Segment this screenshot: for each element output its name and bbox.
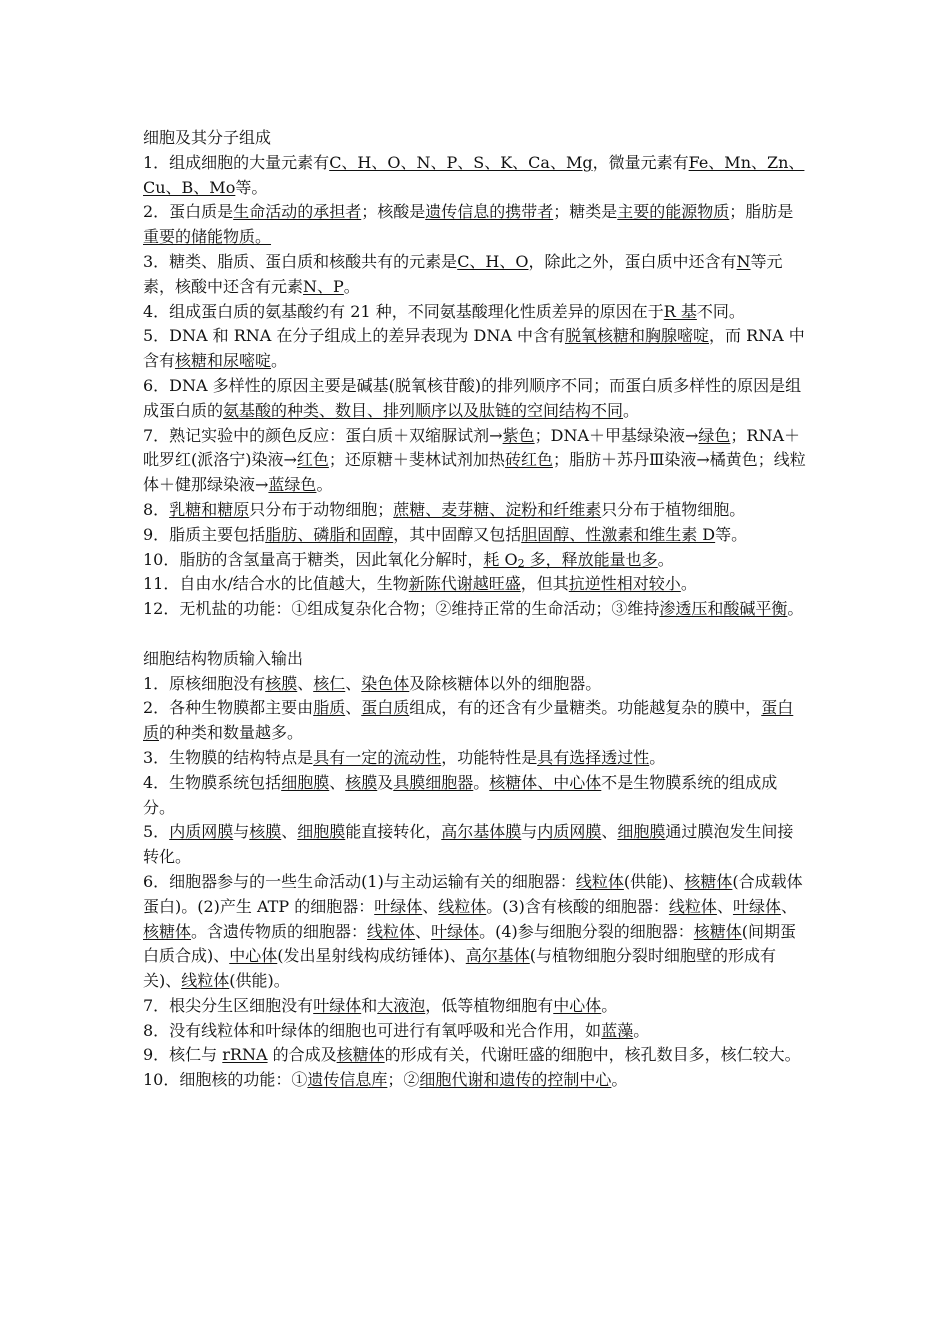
text-segment: 2．蛋白质是	[143, 202, 234, 222]
text-segment: 。	[611, 1070, 628, 1090]
underlined-answer: 染色体	[361, 673, 410, 693]
underlined-answer: 线粒体	[438, 896, 487, 916]
text-segment: 通过膜泡发生间接转化。	[143, 822, 794, 867]
text-segment: (发出星射线构成纺锤体)、	[277, 946, 466, 966]
text-segment: 组成，有的还含有少量糖类。功能越复杂的膜中，	[409, 698, 762, 718]
underlined-answer: 大液泡	[377, 995, 426, 1015]
text-segment: 。	[473, 772, 490, 792]
underlined-answer: 核糖体	[336, 1045, 385, 1065]
underlined-answer: 核糖体	[693, 921, 742, 941]
underlined-answer: 蔗糖、麦芽糖、淀粉和纤维素	[393, 499, 602, 519]
underlined-answer: 叶绿体	[732, 896, 781, 916]
text-segment: ；糖类是	[553, 202, 618, 222]
list-item	[143, 870, 807, 994]
list-item	[143, 672, 807, 697]
text-segment: 。	[271, 351, 288, 371]
list-item	[143, 994, 807, 1019]
underlined-answer: 中心体	[553, 995, 602, 1015]
underlined-answer: 红色	[296, 450, 329, 470]
underlined-answer: 叶绿体	[431, 921, 480, 941]
list-item	[143, 250, 807, 300]
list-item	[143, 820, 807, 870]
text-segment: ，低等植物细胞有	[425, 995, 554, 1015]
text-segment: (合成载体蛋白)。(2)产生 ATP 的细胞器：	[143, 871, 803, 916]
section-cell-molecular-composition	[143, 126, 807, 622]
document-page	[143, 126, 807, 1093]
text-segment: (间期蛋白质合成)、	[143, 921, 797, 966]
text-segment: 、	[716, 896, 733, 916]
text-segment: 8．	[143, 499, 170, 519]
underlined-answer: 氨基酸的种类、数目、排列顺序以及肽链的空间结构不同	[223, 400, 624, 420]
text-segment: 6．细胞器参与的一些生命活动(1)与主动运输有关的细胞器：	[143, 871, 576, 891]
item-list	[143, 672, 807, 1094]
text-segment: 。(3)含有核酸的细胞器：	[486, 896, 669, 916]
text-segment: 7．根尖分生区细胞没有	[143, 995, 314, 1015]
text-segment: 5．	[143, 822, 170, 842]
text-segment: ；②	[387, 1070, 420, 1090]
text-segment: ；还原糖＋斐林试剂加热	[328, 450, 505, 470]
text-segment: ，除此之外，蛋白质中还含有	[528, 251, 737, 271]
text-segment: 及	[377, 772, 394, 792]
text-segment: 11．自由水/结合水的比值越大，生物	[143, 574, 409, 594]
section-title: 细胞结构物质输入输出	[143, 648, 304, 668]
underlined-answer: 新陈代谢越旺盛	[408, 574, 521, 594]
text-segment: ，功能特性是	[441, 747, 538, 767]
text-segment: 2．各种生物膜都主要由	[143, 698, 314, 718]
list-item	[143, 200, 807, 250]
text-segment: 与	[233, 822, 250, 842]
text-segment: ；脂肪是	[729, 202, 794, 222]
list-item	[143, 374, 807, 424]
underlined-answer: 线粒体	[181, 971, 230, 991]
underlined-answer: 核糖和尿嘧啶	[175, 351, 272, 371]
underlined-answer: 脱氧核糖和胸腺嘧啶	[564, 326, 709, 346]
underlined-answer: 蓝绿色	[268, 475, 317, 495]
underlined-answer: 细胞代谢和遗传的控制中心	[419, 1070, 612, 1090]
underlined-answer: 耗 O	[483, 549, 518, 569]
list-item	[143, 548, 807, 573]
text-segment: 4．组成蛋白质的氨基酸约有 21 种，不同氨基酸理化性质差异的原因在于	[143, 301, 664, 321]
text-segment: 、	[297, 673, 314, 693]
list-item	[143, 424, 807, 498]
underlined-answer: 遗传信息库	[307, 1070, 388, 1090]
text-segment: ；核酸是	[361, 202, 426, 222]
text-segment: 。	[633, 1020, 650, 1040]
text-segment: ；DNA＋甲基绿染液→	[534, 425, 699, 445]
text-segment: 。	[601, 995, 618, 1015]
underlined-answer: 细胞膜	[281, 772, 330, 792]
list-item	[143, 300, 807, 325]
text-segment: 。	[657, 549, 674, 569]
subscript-text: 2	[517, 556, 525, 570]
text-segment: 。	[343, 276, 360, 296]
underlined-answer: 线粒体	[668, 896, 717, 916]
text-segment: 10．细胞核的功能：①	[143, 1070, 308, 1090]
text-segment: 。	[623, 400, 640, 420]
underlined-answer: R 基	[663, 301, 697, 321]
text-segment: ，而 RNA 中含有	[143, 326, 805, 371]
text-segment: 、	[601, 822, 618, 842]
text-segment: 能直接转化，	[345, 822, 442, 842]
text-segment: 只分布于植物细胞。	[601, 499, 746, 519]
text-segment: 3．生物膜的结构特点是	[143, 747, 314, 767]
text-segment: 、	[345, 673, 362, 693]
underlined-answer	[518, 550, 525, 569]
text-segment: 。	[649, 747, 666, 767]
text-segment: ，但其	[520, 574, 569, 594]
text-segment: 、	[780, 896, 797, 916]
underlined-answer: 核糖体	[143, 921, 192, 941]
underlined-answer: N	[736, 251, 751, 271]
underlined-answer: Fe、Mn、Zn、Cu、B、Mo	[143, 152, 805, 197]
underlined-answer: 多，释放能量也多	[524, 549, 658, 569]
text-segment: 、	[345, 698, 362, 718]
text-segment: 。(4)参与细胞分裂的细胞器：	[479, 921, 694, 941]
underlined-answer: 蓝藻	[601, 1020, 634, 1040]
text-segment: 与	[521, 822, 538, 842]
list-item	[143, 1068, 807, 1093]
text-segment: 5．DNA 和 RNA 在分子组成上的差异表现为 DNA 中含有	[143, 326, 565, 346]
text-segment: 4．生物膜系统包括	[143, 772, 282, 792]
underlined-answer: 抗逆性相对较小	[568, 574, 681, 594]
underlined-answer: N、P	[303, 276, 344, 296]
underlined-answer: 蛋白质	[143, 698, 794, 743]
underlined-answer: 叶绿体	[374, 896, 423, 916]
list-item	[143, 572, 807, 597]
underlined-answer: 砖红色	[504, 450, 553, 470]
text-segment: ；RNA＋吡罗红(派洛宁)染液→	[143, 425, 801, 470]
underlined-answer: 高尔基体膜	[441, 822, 522, 842]
list-item	[143, 498, 807, 523]
text-segment: 等元素，核酸中还含有元素	[143, 251, 783, 296]
text-segment: 8．没有线粒体和叶绿体的细胞也可进行有氧呼吸和光合作用，如	[143, 1020, 602, 1040]
list-item	[143, 324, 807, 374]
underlined-answer: 蛋白质	[361, 698, 410, 718]
text-segment: 、	[329, 772, 346, 792]
text-segment: 的形成有关，代谢旺盛的细胞中，核孔数目多，核仁较大。	[384, 1045, 801, 1065]
underlined-answer: C、H、O、N、P、S、K、Ca、Mg	[329, 152, 593, 172]
text-segment: 9．核仁与	[143, 1045, 223, 1065]
underlined-answer: 叶绿体	[313, 995, 362, 1015]
underlined-answer: 脂质	[313, 698, 346, 718]
underlined-answer: 核仁	[313, 673, 346, 693]
list-item	[143, 597, 807, 622]
text-segment: 12．无机盐的功能：①组成复杂化合物；②维持正常的生命活动；③维持	[143, 599, 660, 619]
underlined-answer: 具膜细胞器	[393, 772, 474, 792]
underlined-answer: 乳糖和糖原	[169, 499, 250, 519]
section-cell-structure-transport	[143, 647, 807, 1093]
list-item	[143, 523, 807, 548]
underlined-answer: C、H、O	[457, 251, 529, 271]
underlined-answer: 遗传信息的携带者	[425, 202, 554, 222]
underlined-answer: 内质网膜	[169, 822, 234, 842]
text-segment: 7．熟记实验中的颜色反应：蛋白质＋双缩脲试剂→	[143, 425, 503, 445]
text-segment: 6．DNA 多样性的原因主要是碱基(脱氧核苷酸)的排列顺序不同；而蛋白质多样性的原因是组成蛋白质的	[143, 375, 802, 420]
underlined-answer: 渗透压和酸碱平衡	[659, 599, 788, 619]
text-segment: 、	[422, 896, 439, 916]
text-segment: 和	[361, 995, 378, 1015]
underlined-answer: 内质网膜	[537, 822, 602, 842]
text-segment: 的种类和数量越多。	[159, 723, 304, 743]
text-segment: 只分布于动物细胞；	[249, 499, 394, 519]
underlined-answer: 核膜	[345, 772, 378, 792]
underlined-answer: 核糖体	[684, 871, 733, 891]
underlined-answer: 中心体	[229, 946, 278, 966]
underlined-answer: 线粒体	[367, 921, 416, 941]
underlined-answer: 核膜	[249, 822, 282, 842]
underlined-answer: 重要的储能物质。	[143, 227, 272, 247]
section-title: 细胞及其分子组成	[143, 128, 272, 147]
underlined-answer: 核膜	[265, 673, 298, 693]
item-list	[143, 151, 807, 622]
text-segment: 等。	[715, 524, 748, 544]
text-segment: 及除核糖体以外的细胞器。	[409, 673, 602, 693]
text-segment: 。含遗传物质的细胞器：	[191, 921, 368, 941]
underlined-answer: rRNA	[222, 1045, 268, 1065]
list-item	[143, 746, 807, 771]
underlined-answer: 生命活动的承担者	[233, 202, 362, 222]
text-segment: 1．组成细胞的大量元素有	[143, 152, 330, 172]
text-segment: ，其中固醇又包括	[393, 524, 522, 544]
underlined-answer: 细胞膜	[297, 822, 346, 842]
text-segment: ；脂肪＋苏丹Ⅲ染液→橘黄色；线粒体＋健那绿染液→	[143, 450, 806, 495]
text-segment: 的合成及	[267, 1045, 337, 1065]
list-item	[143, 151, 807, 201]
text-segment: 、	[281, 822, 298, 842]
underlined-answer: 胆固醇、性激素和维生素 D	[521, 524, 716, 544]
text-segment: (供能)、	[623, 871, 685, 891]
list-item	[143, 696, 807, 746]
text-segment: ，微量元素有	[592, 152, 689, 172]
underlined-answer: 线粒体	[575, 871, 624, 891]
underlined-answer: 高尔基体	[465, 946, 530, 966]
underlined-answer: 具有选择透过性	[537, 747, 650, 767]
text-segment: 不是生物膜系统的组成成分。	[143, 772, 778, 817]
text-segment: 。	[680, 574, 697, 594]
text-segment: (供能)。	[229, 971, 290, 991]
text-segment: 不同。	[696, 301, 745, 321]
text-segment: 。	[787, 599, 804, 619]
underlined-answer: 具有一定的流动性	[313, 747, 442, 767]
list-item	[143, 1019, 807, 1044]
text-segment: 9．脂质主要包括	[143, 524, 266, 544]
underlined-answer: 主要的能源物质	[617, 202, 730, 222]
text-segment: 等。	[235, 177, 268, 197]
text-segment: 1．原核细胞没有	[143, 673, 266, 693]
underlined-answer: 核糖体、中心体	[489, 772, 602, 792]
list-item	[143, 771, 807, 821]
text-segment: 。	[316, 475, 333, 495]
list-item	[143, 1043, 807, 1068]
underlined-answer: 绿色	[698, 425, 731, 445]
section-gap	[143, 622, 807, 647]
underlined-answer: 细胞膜	[617, 822, 666, 842]
text-segment: (与植物细胞分裂时细胞壁的形成有关)、	[143, 946, 777, 991]
text-segment: 3．糖类、脂质、蛋白质和核酸共有的元素是	[143, 251, 458, 271]
text-segment: 、	[415, 921, 432, 941]
underlined-answer: 紫色	[502, 425, 535, 445]
underlined-answer: 脂肪、磷脂和固醇	[265, 524, 394, 544]
text-segment: 10．脂肪的含氢量高于糖类，因此氧化分解时，	[143, 549, 484, 569]
